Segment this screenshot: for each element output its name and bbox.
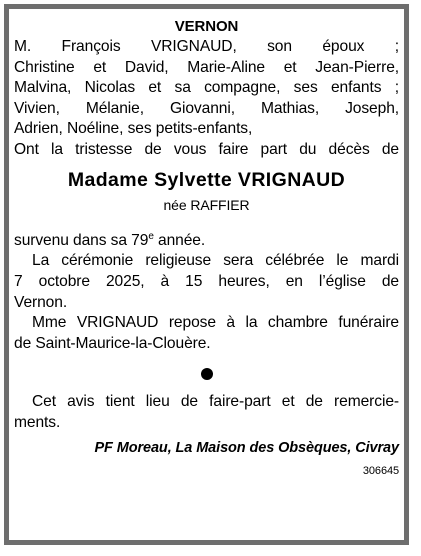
family-line: Christine et David, Marie-Aline et Jean-Pierre, — [14, 58, 399, 76]
ceremony-line: La cérémonie religieuse sera célébrée le mardi — [32, 252, 399, 270]
family-line: Vivien, Mélanie, Giovanni, Mathias, Joseph, — [14, 99, 399, 117]
family-line: M. François VRIGNAUD, son époux ; — [14, 38, 399, 55]
ceremony-line: Vernon. — [14, 293, 68, 311]
funeral-home: PF Moreau, La Maison des Obsèques, Civray — [94, 439, 399, 456]
family-line: Malvina, Nicolas et sa compagne, ses enfants ; — [14, 79, 399, 97]
maiden-name: née RAFFIER — [163, 196, 250, 213]
separator-bullet — [201, 368, 213, 380]
thanks-line: ments. — [14, 413, 61, 431]
family-line: Ont la tristesse de vous faire part du décès de — [14, 140, 399, 158]
family-line: Adrien, Noéline, ses petits-enfants, — [14, 120, 253, 138]
town-heading: VERNON — [174, 18, 239, 35]
age-superscript: e — [148, 230, 154, 242]
age-prefix: survenu dans sa 79 — [14, 231, 149, 249]
reference-number: 306645 — [362, 464, 399, 477]
obituary-notice — [4, 4, 409, 545]
rest-line: Mme VRIGNAUD repose à la chambre funéraire — [32, 314, 399, 332]
deceased-name: Madame Sylvette VRIGNAUD — [67, 168, 346, 191]
ceremony-line: 7 octobre 2025, à 15 heures, en l’église de — [14, 272, 399, 290]
rest-line: de Saint-Maurice-la-Clouère. — [14, 334, 211, 352]
thanks-line: Cet avis tient lieu de faire-part et de remercie- — [32, 393, 399, 411]
age-suffix: année. — [153, 231, 206, 249]
age-line — [14, 227, 399, 252]
notice-body — [14, 9, 399, 478]
